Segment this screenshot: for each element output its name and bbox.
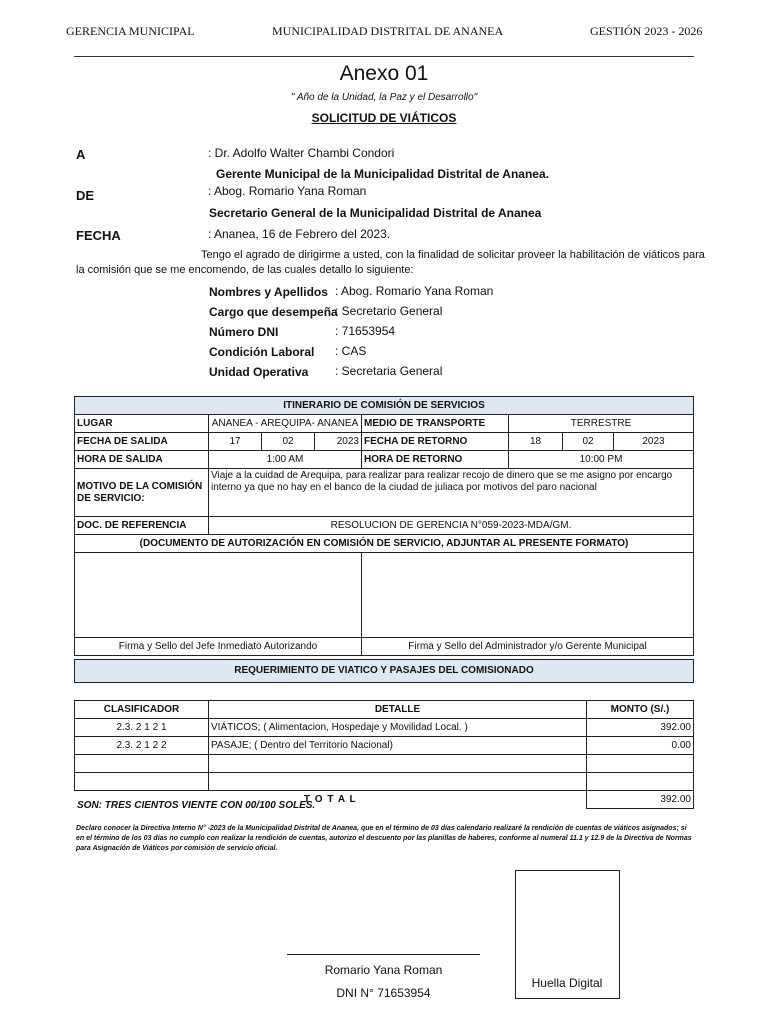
supervisor-signature-box — [75, 553, 362, 638]
memo-to-role: Gerente Municipal de la Municipalidad Distrital de Ananea. — [216, 167, 549, 181]
header-office: GERENCIA MUNICIPAL — [66, 24, 195, 38]
administrator-signature-caption: Firma y Sello del Administrador y/o Gerente Municipal — [362, 638, 694, 656]
table-row-empty — [75, 773, 694, 791]
memo-from-label: DE — [76, 188, 95, 203]
mission-reason-value: Viaje a la cuidad de Arequipa, para realizar para realizar recojo de dinero que se me asigno por encargo interno ya que no hay en el banco de la ciudad de juliaca por motivos del paro nacional — [209, 469, 694, 517]
total-value: 392.00 — [587, 791, 694, 809]
supervisor-signature-caption: Firma y Sello del Jefe Inmediato Autorizando — [75, 638, 362, 656]
departure-day: 17 — [209, 433, 262, 451]
total-label: T O T A L — [303, 793, 357, 805]
administrator-signature-box — [362, 553, 694, 638]
person-dni-label: Número DNI — [209, 325, 279, 339]
itinerary-table — [74, 396, 694, 656]
person-name-label: Nombres y Apellidos — [209, 285, 328, 299]
table-row — [75, 737, 694, 755]
person-labor-value: : CAS — [335, 344, 367, 358]
departure-year: 2023 — [315, 433, 362, 451]
memo-from-value: : Abog. Romario Yana Roman — [208, 184, 367, 198]
requirement-table — [74, 659, 694, 809]
row-classifier: 2.3. 2 1 2 1 — [75, 719, 209, 737]
signer-dni: DNI N° 71653954 — [336, 986, 431, 1000]
return-date-label: FECHA DE RETORNO — [362, 433, 509, 451]
fingerprint-label: Huella Digital — [531, 976, 603, 990]
return-month: 02 — [563, 433, 614, 451]
page-title: Anexo 01 — [339, 62, 429, 85]
person-position-value: : Secretario General — [335, 304, 443, 318]
person-position-label: Cargo que desempeña — [209, 305, 338, 319]
row-amount: 392.00 — [587, 719, 694, 737]
header-divider — [74, 56, 694, 57]
mission-reason-label: MOTIVO DE LA COMISIÓN DE SERVICIO: — [75, 469, 209, 517]
memo-date-label: FECHA — [76, 228, 121, 243]
authorization-title: (DOCUMENTO DE AUTORIZACIÓN EN COMISIÓN DE SERVICIO, ADJUNTAR AL PRESENTE FORMATO) — [75, 535, 694, 553]
return-year: 2023 — [614, 433, 694, 451]
transport-label: MEDIO DE TRANSPORTE — [362, 415, 509, 433]
memo-to-label: A — [76, 147, 86, 162]
place-value: ANANEA - AREQUIPA- ANANEA — [209, 415, 362, 433]
person-name-value: : Abog. Romario Yana Roman — [335, 284, 494, 298]
return-time-value: 10:00 PM — [509, 451, 694, 469]
declaration-text: Declaro conocer la Directiva Interno N° -2023 de la Municipalidad Distrital de Ananea, que en el término de 03 días calendario realizaré la rendición de cuentas de viáticos asignados; si en el término de los 03 días no cumplo con realizar la rendición de cuentas, autorizo el descuento por las planillas de haberes, conforme al numeral 11.1 y 12.9 de la Directiva de Normas para Asignación de Viáticos por comisión de servicio oficial. — [76, 825, 692, 852]
departure-month: 02 — [262, 433, 315, 451]
row-detail: PASAJE; ( Dentro del Territorio Nacional) — [209, 737, 587, 755]
memo-to-value: : Dr. Adolfo Walter Chambi Condori — [208, 146, 395, 160]
itinerary-title: ITINERARIO DE COMISIÓN DE SERVICIOS — [75, 397, 694, 415]
row-detail: VIÁTICOS; ( Alimentacion, Hospedaje y Movilidad Local. ) — [209, 719, 587, 737]
reference-doc-label: DOC. DE REFERENCIA — [75, 517, 209, 535]
table-row-empty — [75, 755, 694, 773]
requirement-title: REQUERIMIENTO DE VIATICO Y PASAJES DEL COMISIONADO — [75, 660, 694, 683]
intro-text-line-1: Tengo el agrado de dirigirme a usted, con la finalidad de solicitar proveer la habilitación de viáticos para — [201, 249, 705, 261]
document-subtitle: SOLICITUD DE VIÁTICOS — [311, 111, 457, 125]
intro-text-line-2: la comisión que se me encomendo, de las cuales detallo lo siguiente: — [76, 264, 414, 276]
departure-date-label: FECHA DE SALIDA — [75, 433, 209, 451]
row-amount: 0.00 — [587, 737, 694, 755]
reference-doc-value: RESOLUCION DE GERENCIA N°059-2023-MDA/GM. — [209, 517, 694, 535]
person-unit-value: : Secretaria General — [335, 364, 443, 378]
memo-date-value: : Ananea, 16 de Febrero del 2023. — [208, 227, 391, 241]
person-labor-label: Condición Laboral — [209, 345, 315, 359]
row-classifier: 2.3. 2 1 2 2 — [75, 737, 209, 755]
return-day: 18 — [509, 433, 563, 451]
year-motto: " Año de la Unidad, la Paz y el Desarrollo" — [290, 92, 478, 103]
person-unit-label: Unidad Operativa — [209, 365, 309, 379]
person-dni-value: : 71653954 — [335, 324, 396, 338]
memo-from-role: Secretario General de la Municipalidad Distrital de Ananea — [209, 206, 542, 220]
table-row — [75, 719, 694, 737]
column-header-amount: MONTO (S/.) — [587, 701, 694, 719]
transport-value: TERRESTRE — [509, 415, 694, 433]
departure-time-value: 1:00 AM — [209, 451, 362, 469]
signature-line — [287, 954, 480, 955]
signer-name: Romario Yana Roman — [324, 963, 443, 977]
departure-time-label: HORA DE SALIDA — [75, 451, 209, 469]
header-term: GESTIÓN 2023 - 2026 — [590, 24, 703, 38]
return-time-label: HORA DE RETORNO — [362, 451, 509, 469]
header-municipality: MUNICIPALIDAD DISTRITAL DE ANANEA — [272, 24, 504, 38]
column-header-classifier: CLASIFICADOR — [75, 701, 209, 719]
amount-in-words: SON: TRES CIENTOS VIENTE CON 00/100 SOLES. — [77, 800, 316, 811]
column-header-detail: DETALLE — [209, 701, 587, 719]
place-label: LUGAR — [75, 415, 209, 433]
